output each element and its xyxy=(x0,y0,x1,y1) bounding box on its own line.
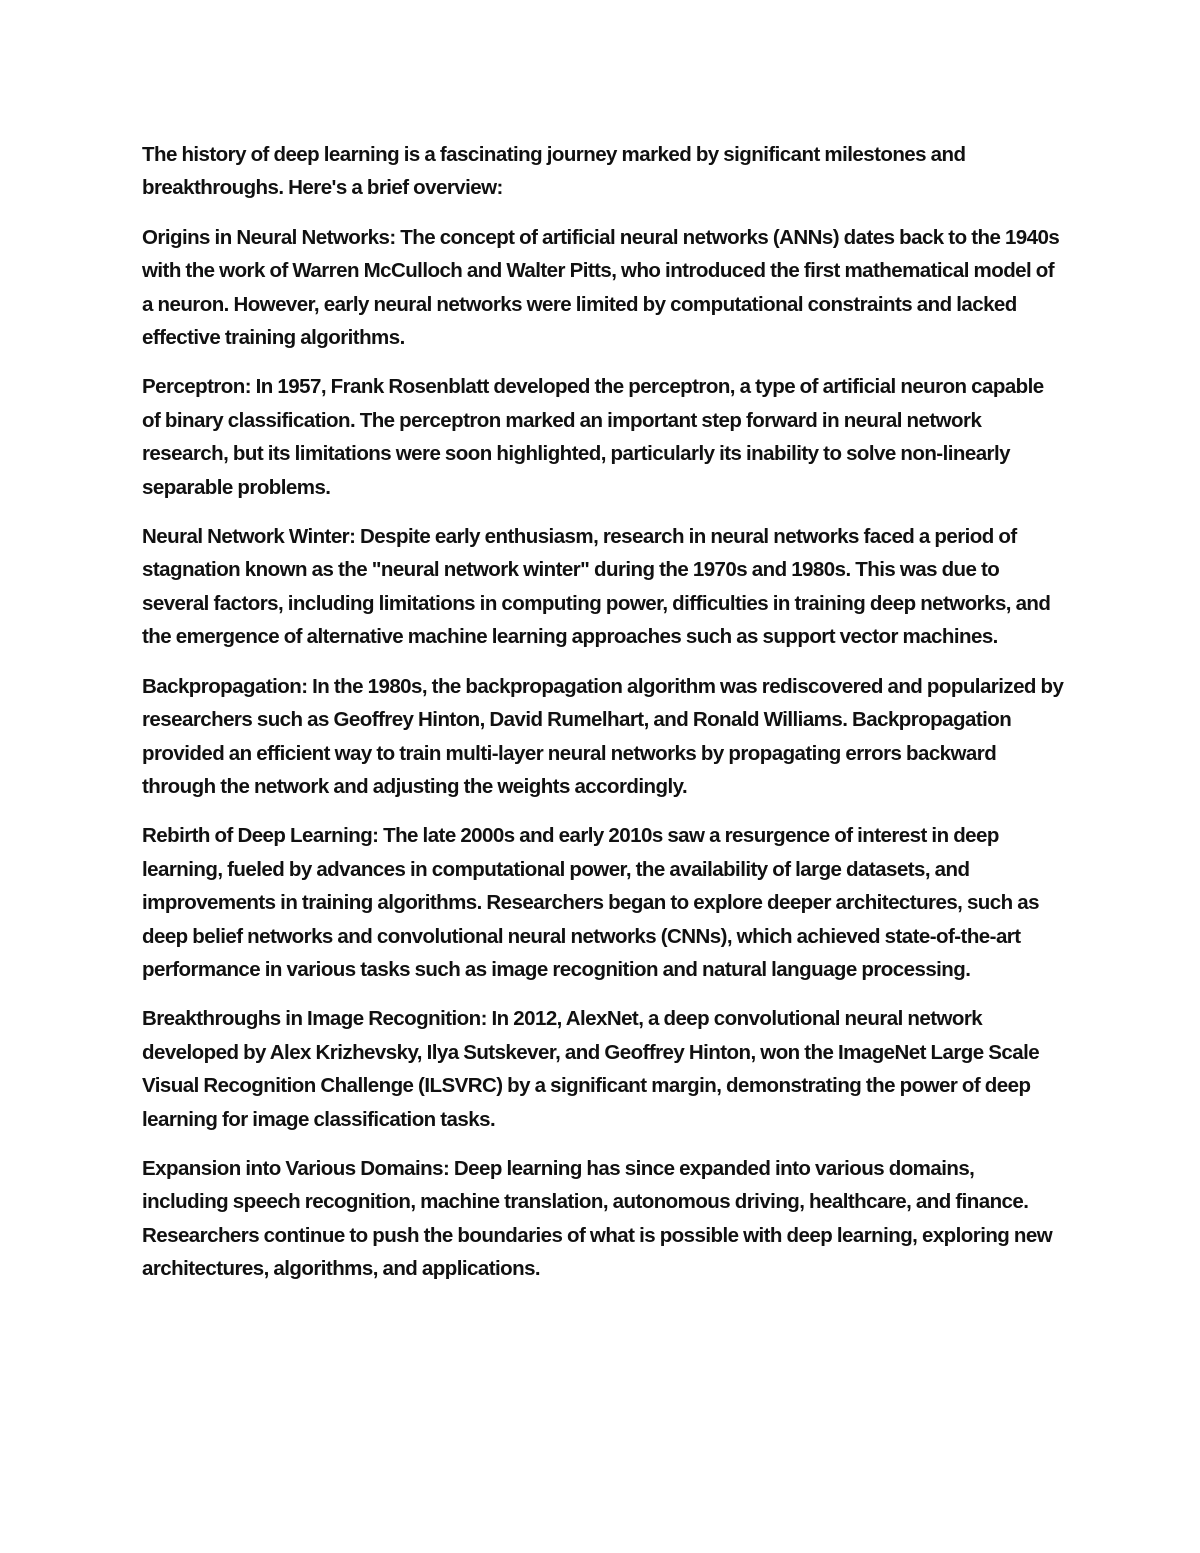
paragraph-backpropagation: Backpropagation: In the 1980s, the backpropagation algorithm was rediscovered and popularized by researchers such as Geoffrey Hinton, David Rumelhart, and Ronald Williams. Backpropagation provided an efficient way to train multi-layer neural networks by propagating errors backward through the network and adjusting the weights accordingly. xyxy=(142,674,1064,798)
paragraph-expansion-domains: Expansion into Various Domains: Deep learning has since expanded into various domains, including speech recognition, machine translation, autonomous driving, healthcare, and finance. Researchers continue to push the boundaries of what is possible with deep learning, exploring new architectures, algorithms, and applications. xyxy=(142,1156,1053,1281)
paragraph-neural-network-winter: Neural Network Winter: Despite early enthusiasm, research in neural networks faced a period of stagnation known as the "neural network winter" during the 1970s and 1980s. This was due to several factors, including limitations in computing power, difficulties in training deep networks, and the emergence of alternative machine learning approaches such as support vector machines. xyxy=(142,525,1051,649)
paragraph-origins-neural-networks: Origins in Neural Networks: The concept of artificial neural networks (ANNs) dates back to the 1940s with the work of Warren McCulloch and Walter Pitts, who introduced the first mathematical model of a neuron. However, early neural networks were limited by computational constraints and lacked effective training algorithms. xyxy=(142,225,1060,350)
paragraph-perceptron: Perceptron: In 1957, Frank Rosenblatt developed the perceptron, a type of artificial neuron capable of binary classification. The perceptron marked an important step forward in neural network research, but its limitations were soon highlighted, particularly its inability to solve non-linearly separable problems. xyxy=(142,375,1044,499)
paragraph-image-recognition: Breakthroughs in Image Recognition: In 2012, AlexNet, a deep convolutional neural network developed by Alex Krizhevsky, Ilya Sutskever, and Geoffrey Hinton, won the ImageNet Large Scale Visual Recognition Challenge (ILSVRC) by a significant margin, demonstrating the power of deep learning for image classification tasks. xyxy=(142,1007,1040,1131)
document-body xyxy=(142,138,1064,1302)
intro-paragraph: The history of deep learning is a fascinating journey marked by significant milestones and breakthroughs. Here's a brief overview: xyxy=(142,143,966,200)
paragraph-rebirth-deep-learning: Rebirth of Deep Learning: The late 2000s and early 2010s saw a resurgence of interest in deep learning, fueled by advances in computational power, the availability of large datasets, and improvements in training algorithms. Researchers began to explore deeper architectures, such as deep belief networks and convolutional neural networks (CNNs), which achieved state-of-the-art performance in various tasks such as image recognition and natural language processing. xyxy=(142,824,1039,981)
